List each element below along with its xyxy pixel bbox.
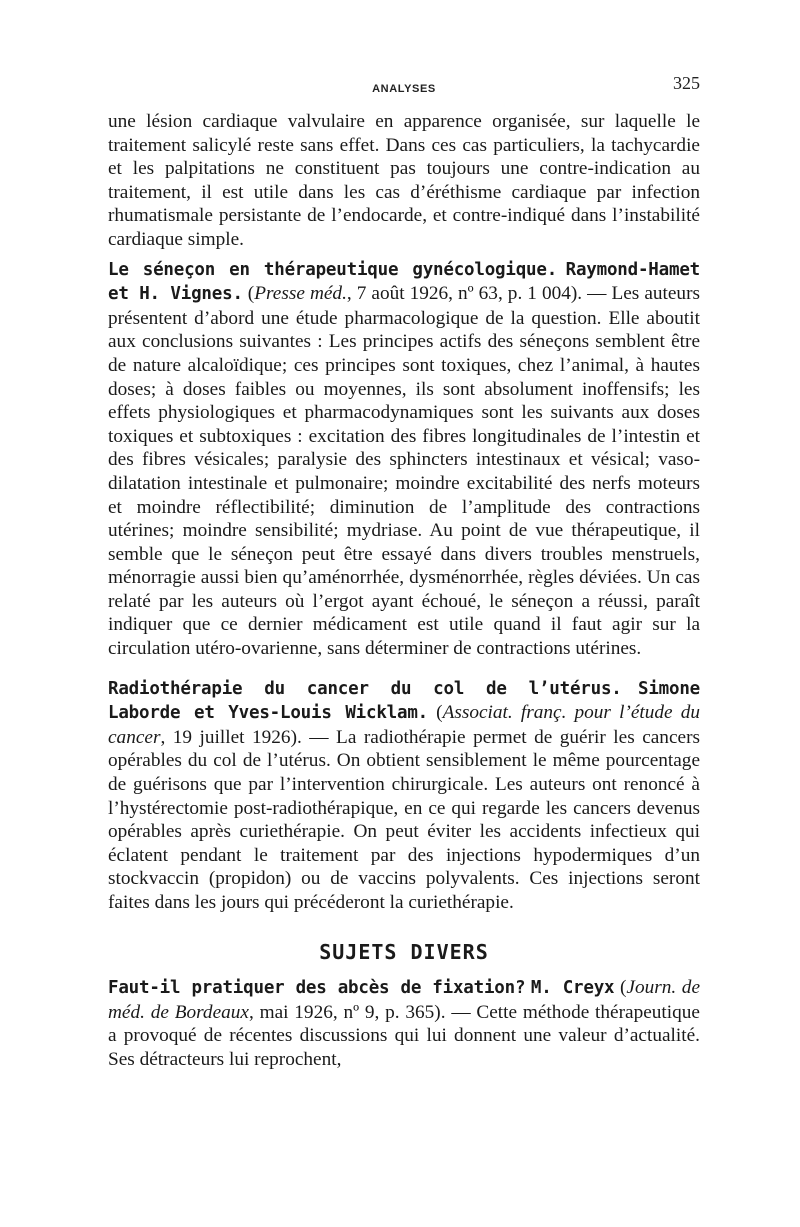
abstract-abces <box>108 976 700 1071</box>
running-header <box>108 70 700 110</box>
running-title: ANALYSES <box>372 83 436 95</box>
section-heading: SUJETS DIVERS <box>319 939 489 964</box>
article-title: Radiothérapie du cancer du col de l’utérus. <box>108 678 622 699</box>
article-authors: M. Creyx <box>530 978 615 999</box>
page-number: 325 <box>673 73 700 93</box>
abstract-body: — La radiothérapie permet de guérir les cancers opérables du col de l’utérus. On obtient sensiblement le même pourcentage de guérisons que par l’intervention chirurgicale. Les auteurs ont renoncé à l’hystérectomie post-radiothérapique, en ce qui regarde les cancers devenus opérables après curiethérapie. On peut éviter les accidents infectieux qui éclatent pendant le traitement par des injections hypodermiques d’un stockvaccin (propidon) ou de vaccins polyvalents. Ces injections seront faites dans les jours qui précéderont la curiethérapie. <box>108 726 700 913</box>
reference-details: , mai 1926, nº 9, p. 365). <box>248 1001 446 1023</box>
abstract-seneçon <box>108 258 700 661</box>
reference-details: , 7 août 1926, nº 63, p. 1 004). <box>346 283 583 305</box>
abstract-body: — Les auteurs présentent d’abord une étude pharmacologique de la question. Elle aboutit aux conclusions suivantes : Les principes actifs des séneçons semblent être de nature alcaloïdique; ces principes sont toxiques, chez l’animal, à hautes doses; à doses faibles ou moyennes, ils sont absolument inoffensifs; les effets physiologiques et pharmacodynamiques sont les suivants aux doses toxiques et subtoxiques : excitation des fibres longitudinales de l’intestin et des fibres vésicales; paralysie des sphincters intestinaux et vésical; vaso-dilatation intestinale et pulmonaire; moindre excitabilité des nerfs moteurs et moindre réflectibilité; diminution de l’amplitude des contractions utérines; moindre sensibilité; mydriase. Au point de vue thérapeutique, il semble que le séneçon peut être essayé dans divers troubles menstruels, ménorragie aussi bien qu’aménorrhée, dysménorrhée, règles déviées. Un cas relaté par les auteurs où l’ergot ayant échoué, le séneçon a réussi, paraît indiquer que ce dernier médicament est utile quand il faut agir sur la circulation utéro-ovarienne, sans déterminer de contractions utérines. <box>108 283 700 660</box>
reference-open: ( <box>428 702 443 724</box>
reference-open: ( <box>614 977 627 999</box>
article-authors: Simone Laborde et Yves-Louis Wicklam. <box>108 678 700 724</box>
reference-open: ( <box>242 283 255 305</box>
continued-paragraph: une lésion cardiaque valvulaire en apparence organisée, sur laquelle le traitement salicylé reste sans effet. Dans ces cas particuliers, la tachycardie et les palpitations ne constituent pas toujours une contre-indication au traitement, il est utile dans les cas d’éréthisme cardiaque par infection rhumatismale persistante de l’endocarde, et contre-indiqué dans l’instabilité cardiaque simple. <box>108 111 700 250</box>
article-authors: Raymond-Hamet et H. Vignes. <box>108 259 700 305</box>
journal-name: Presse méd. <box>254 283 347 305</box>
abstract-radiotherapie <box>108 677 700 915</box>
reference-details: , 19 juillet 1926). <box>160 726 302 748</box>
journal-name: Journ. de méd. de Bordeaux <box>108 977 701 1023</box>
journal-name: Associat. franç. pour l’étude du cancer <box>108 702 701 748</box>
article-title: Le séneçon en thérapeutique gynécologique. <box>108 259 558 280</box>
journal-page <box>108 70 700 1072</box>
abstract-body: — Cette méthode thérapeutique a provoqué de récentes discussions qui lui donnent une valeur d’actualité. Ses détracteurs lui reprochent, <box>108 1001 700 1070</box>
article-title: Faut-il pratiquer des abcès de fixation? <box>108 978 526 999</box>
